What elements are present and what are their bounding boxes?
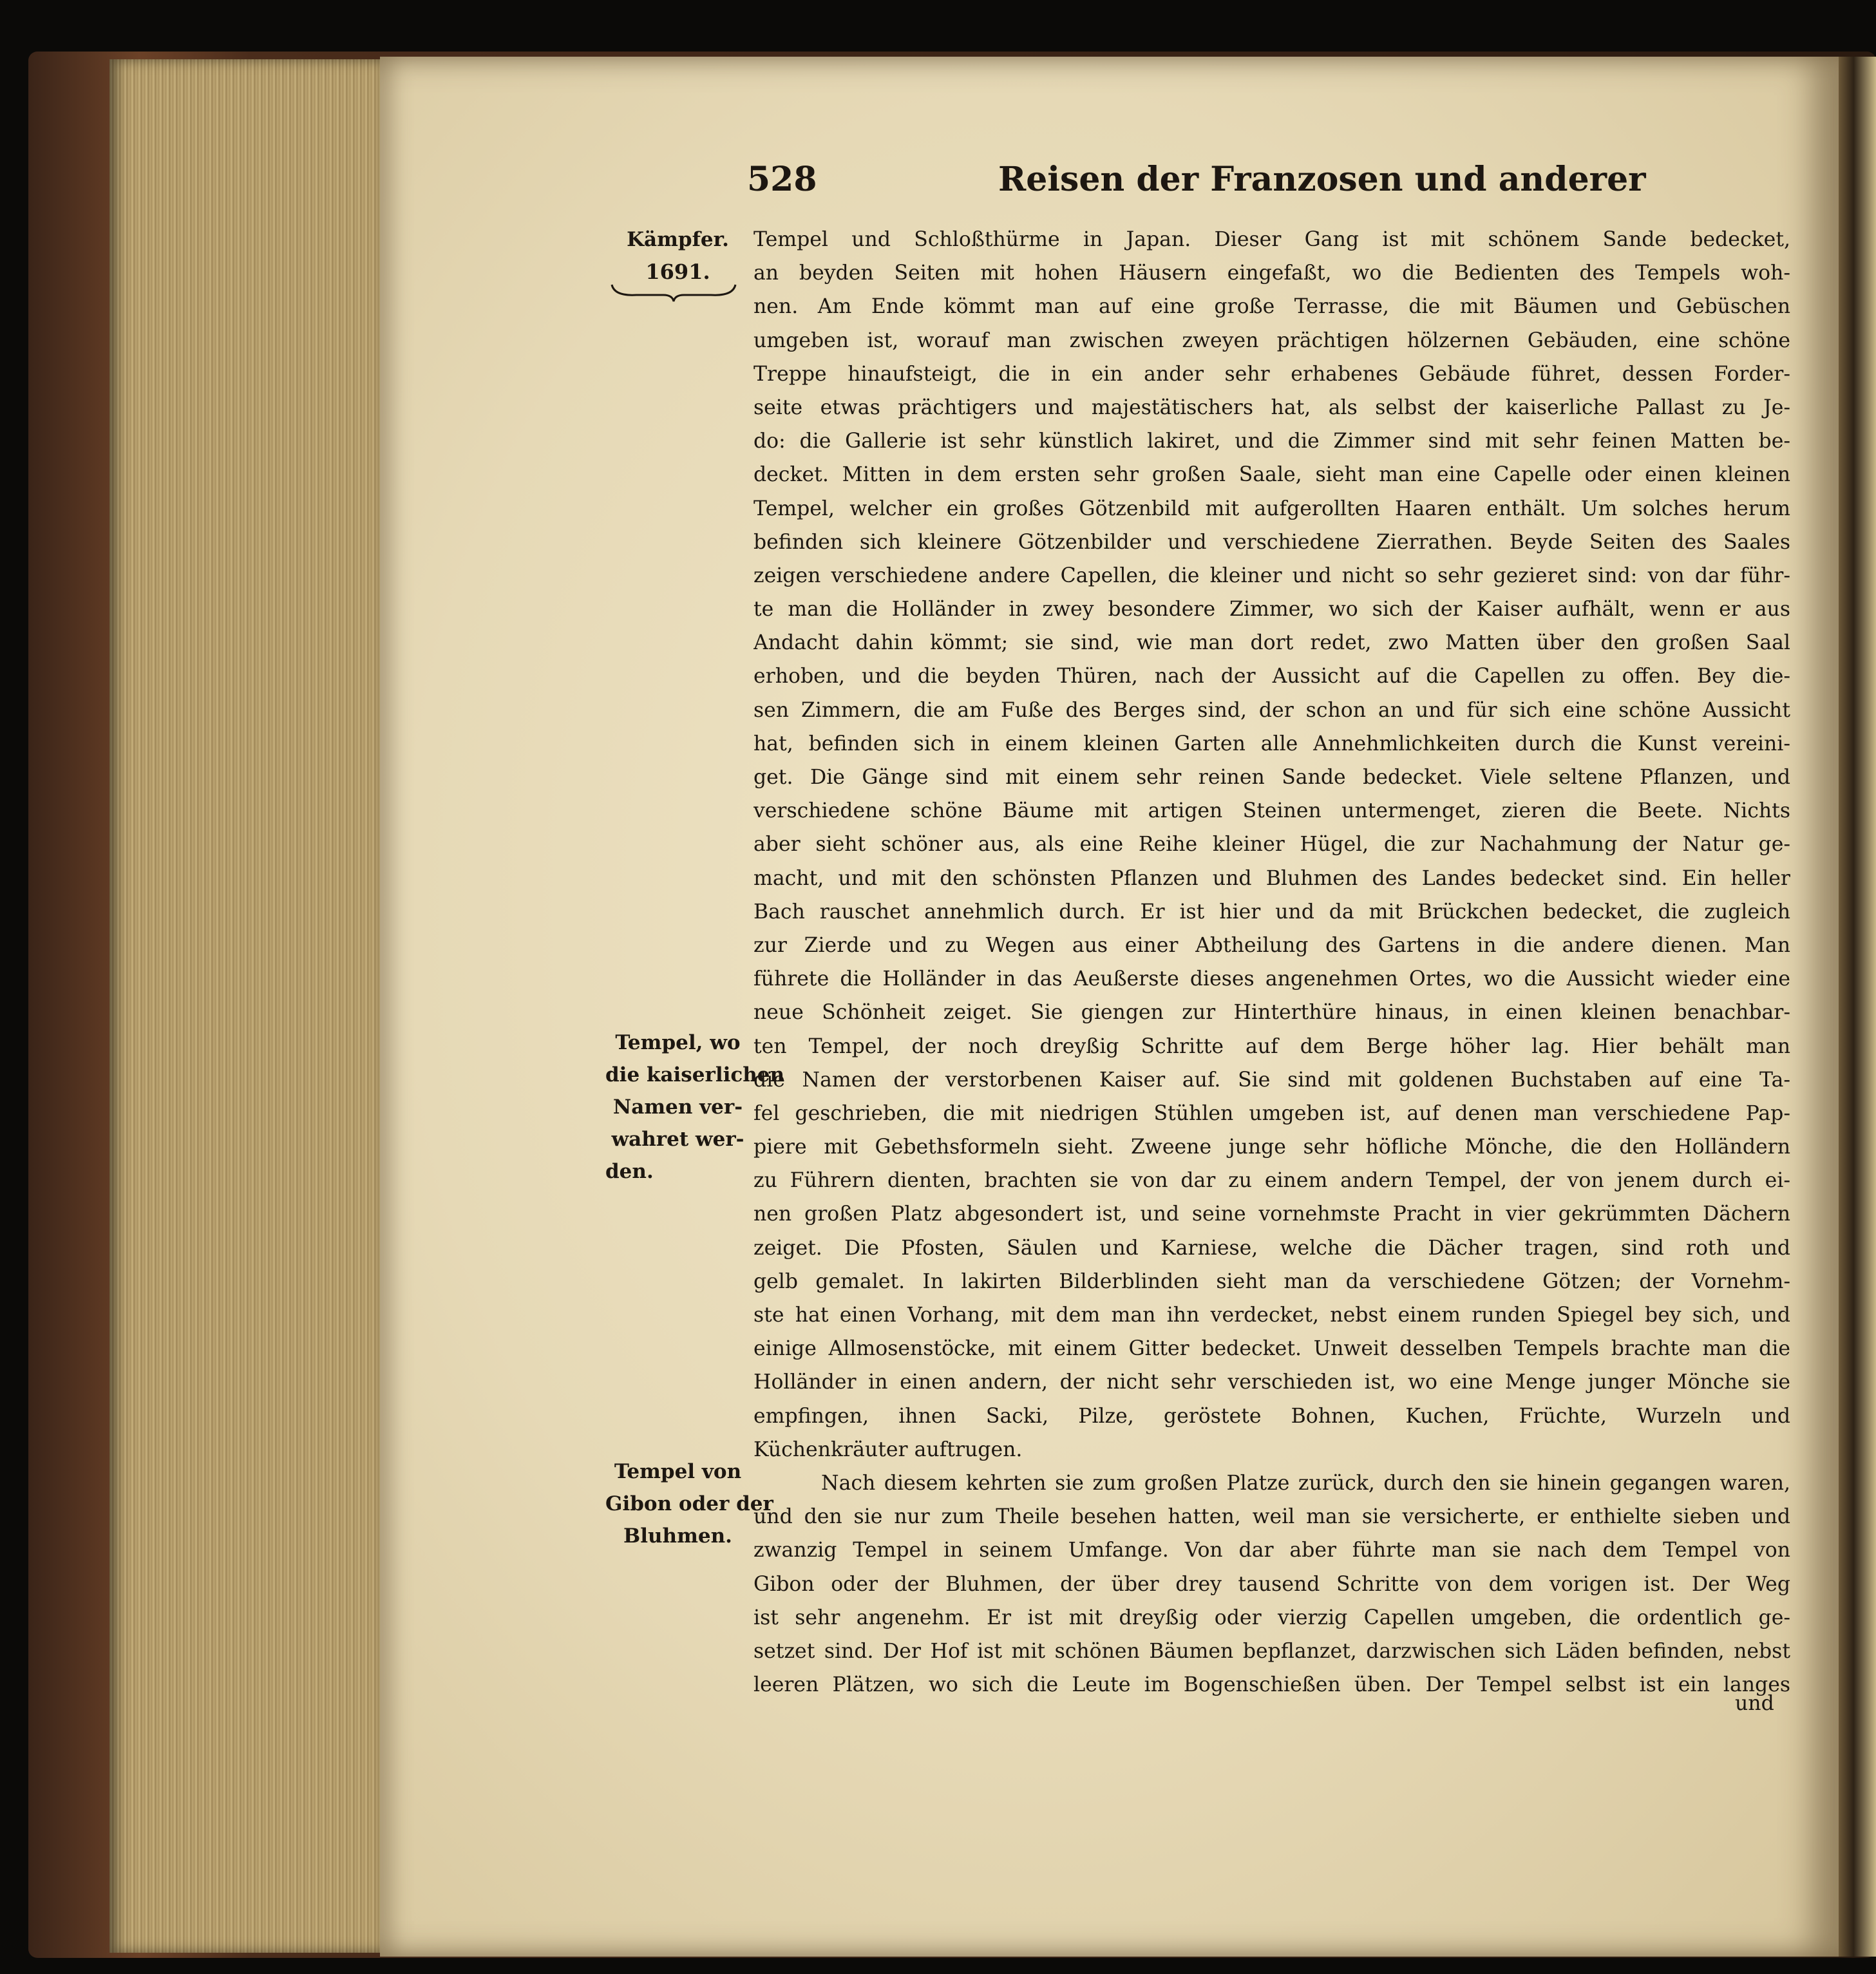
text-line: setzet sind. Der Hof ist mit schönen Bäumen bepflanzet, darzwischen sich Läden befinden, nebst [753, 1639, 1790, 1663]
page-header-title: Reisen der Franzosen und anderer [998, 160, 1646, 199]
text-line: Nach diesem kehrten sie zum großen Platze zurück, durch den sie hinein gegangen waren, [821, 1471, 1790, 1495]
text-line: ten Tempel, der noch dreyßig Schritte auf dem Berge höher lag. Hier behält man [753, 1034, 1790, 1058]
catchword: und [1735, 1692, 1774, 1715]
text-line: an beyden Seiten mit hohen Häusern eingefaßt, wo die Bedienten des Tempels woh- [753, 261, 1790, 285]
page-gutter [1839, 57, 1876, 1957]
text-line: zeiget. Die Pfosten, Säulen und Karniese, welche die Dächer tragen, sind roth und [753, 1236, 1790, 1260]
text-line: einige Allmosenstöcke, mit einem Gitter bedecket. Unweit desselben Tempels brachte man die [753, 1337, 1790, 1361]
text-line: gelb gemalet. In lakirten Bilderblinden sieht man da verschiedene Götzen; der Vornehm- [753, 1269, 1790, 1293]
text-line: neue Schönheit zeiget. Sie giengen zur Hinterthüre hinaus, in einen kleinen benachbar- [753, 1001, 1790, 1025]
text-line: leeren Plätzen, wo sich die Leute im Bogenschießen üben. Der Tempel selbst ist ein langes [753, 1673, 1790, 1697]
text-line: ste hat einen Vorhang, mit dem man ihn verdecket, nebst einem runden Spiegel bey sich, und [753, 1304, 1790, 1327]
text-line: macht, und mit den schönsten Pflanzen und Bluhmen des Landes bedecket sind. Ein heller [753, 866, 1790, 890]
text-line: empfingen, ihnen Sacki, Pilze, geröstete Bohnen, Kuchen, Früchte, Wurzeln und [753, 1404, 1790, 1428]
text-line: Treppe hinaufsteigt, die in ein ander sehr erhabenes Gebäude führet, dessen Forder- [753, 362, 1790, 386]
text-line: nen. Am Ende kömmt man auf eine große Terrasse, die mit Bäumen und Gebüschen [753, 295, 1790, 319]
text-line: ist sehr angenehm. Er ist mit dreyßig oder vierzig Capellen umgeben, die ordentlich ge- [753, 1606, 1790, 1629]
text-line: erhoben, und die beyden Thüren, nach der Aussicht auf die Capellen zu offen. Bey die- [753, 665, 1790, 688]
text-line: Andacht dahin kömmt; sie sind, wie man dort redet, zwo Matten über den großen Saal [753, 631, 1790, 655]
margin-note-author [605, 223, 750, 288]
text-line: Tempel und Schloßthürme in Japan. Dieser Gang ist mit schönem Sande bedecket, [753, 228, 1790, 251]
text-line: Tempel, welcher ein großes Götzenbild mit aufgerollten Haaren enthält. Um solches herum [753, 497, 1790, 520]
text-line: befinden sich kleinere Götzenbilder und verschiedene Zierrathen. Beyde Seiten des Saales [753, 530, 1790, 554]
text-line: get. Die Gänge sind mit einem sehr reinen Sande bedecket. Viele seltene Pflanzen, und [753, 766, 1790, 789]
margin-note-imperial-names: Tempel, wo die kaiserlichen Namen ver- wahret wer- den. [605, 1031, 785, 1183]
page-number: 528 [747, 160, 817, 199]
text-line: nen großen Platz abgesondert ist, und seine vornehmste Pracht in vier gekrümmten Dächern [753, 1202, 1790, 1226]
text-line: seite etwas prächtigers und majestätischers hat, als selbst der kaiserliche Pallast zu Je- [753, 395, 1790, 419]
text-line: und den sie nur zum Theile besehen hatten, weil man sie versicherte, er enthielte sieben und [753, 1505, 1790, 1529]
text-line: zwanzig Tempel in seinem Umfange. Von dar aber führte man sie nach dem Tempel von [753, 1539, 1790, 1562]
margin-year: 1691. [645, 260, 710, 284]
text-line: te man die Holländer in zwey besondere Zimmer, wo sich der Kaiser aufhält, wenn er aus [753, 598, 1790, 622]
text-line: hat, befinden sich in einem kleinen Garten alle Annehmlichkeiten durch die Kunst vereini- [753, 732, 1790, 755]
text-line: zu Führern dienten, brachten sie von dar zu einem andern Tempel, der von jenem durch ei- [753, 1169, 1790, 1193]
text-line: zeigen verschiedene andere Capellen, die kleiner und nicht so sehr gezieret sind: von dar führ- [753, 564, 1790, 587]
page-block-edges [109, 59, 380, 1953]
text-line: piere mit Gebethsformeln sieht. Zweene junge sehr höfliche Mönche, die den Holländern [753, 1135, 1790, 1159]
text-line: verschiedene schöne Bäume mit artigen Steinen untermenget, zieren die Beete. Nichts [753, 799, 1790, 823]
text-line: Holländer in einen andern, der nicht sehr verschieden ist, wo eine Menge junger Mönche sie [753, 1371, 1790, 1394]
text-line: umgeben ist, worauf man zwischen zweyen prächtigen hölzernen Gebäuden, eine schöne [753, 328, 1790, 352]
running-head [747, 160, 1752, 205]
body-text [753, 223, 1790, 1702]
text-line: aber sieht schöner aus, als eine Reihe kleiner Hügel, die zur Nachahmung der Natur ge- [753, 833, 1790, 857]
text-line: zur Zierde und zu Wegen aus einer Abtheilung des Gartens in die andere dienen. Man [753, 933, 1790, 957]
text-line: sen Zimmern, die am Fuße des Berges sind, der schon an und für sich eine schöne Aussicht [753, 698, 1790, 722]
text-line: Küchenkräuter auftrugen. [753, 1438, 1023, 1461]
text-line: Gibon oder der Bluhmen, der über drey tausend Schritte von dem vorigen ist. Der Weg [753, 1572, 1790, 1596]
text-line: Bach rauschet annehmlich durch. Er ist hier und da mit Brückchen bedecket, die zugleich [753, 900, 1790, 924]
text-line: do: die Gallerie ist sehr künstlich lakiret, und die Zimmer sind mit sehr feinen Matten be- [753, 430, 1790, 453]
margin-note-gibon: Tempel von Gibon oder der Bluhmen. [605, 1460, 773, 1548]
text-line: decket. Mitten in dem ersten sehr großen Saale, sieht man eine Capelle oder einen kleinen [753, 463, 1790, 487]
margin-brace-icon [611, 282, 737, 303]
text-line: führete die Holländer in das Aeußerste dieses angenehmen Ortes, wo die Aussicht wieder eine [753, 967, 1790, 991]
margin-author: Kämpfer. [627, 228, 729, 251]
text-line: fel geschrieben, die mit niedrigen Stühlen umgeben ist, auf denen man verschiedene Pap- [753, 1101, 1790, 1125]
text-line: die Namen der verstorbenen Kaiser auf. Sie sind mit goldenen Buchstaben auf eine Ta- [753, 1068, 1790, 1092]
